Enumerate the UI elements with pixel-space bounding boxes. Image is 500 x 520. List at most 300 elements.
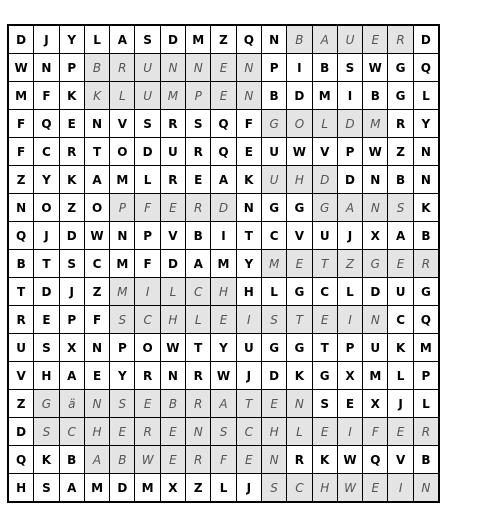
grid-cell[interactable]: L: [413, 390, 439, 418]
grid-row: [8, 278, 439, 306]
grid-cell[interactable]: R: [135, 362, 160, 390]
grid-cell[interactable]: I: [388, 474, 413, 503]
grid-cell[interactable]: I: [236, 306, 261, 334]
grid-cell[interactable]: N: [413, 138, 439, 166]
grid-cell[interactable]: P: [413, 362, 439, 390]
grid-cell[interactable]: X: [363, 222, 388, 250]
grid-cell[interactable]: R: [160, 110, 185, 138]
grid-cell[interactable]: U: [135, 82, 160, 110]
grid-cell[interactable]: K: [388, 334, 413, 362]
grid-cell[interactable]: N: [84, 110, 109, 138]
grid-cell[interactable]: C: [287, 474, 312, 503]
grid-cell[interactable]: U: [160, 138, 185, 166]
grid-cell[interactable]: E: [160, 446, 185, 474]
grid-cell[interactable]: W: [160, 334, 185, 362]
grid-cell[interactable]: N: [363, 166, 388, 194]
grid-cell[interactable]: K: [413, 194, 439, 222]
grid-cell[interactable]: E: [160, 194, 185, 222]
grid-cell[interactable]: Q: [8, 446, 34, 474]
grid-cell[interactable]: R: [413, 418, 439, 446]
grid-cell[interactable]: W: [135, 446, 160, 474]
grid-cell[interactable]: B: [110, 446, 135, 474]
grid-cell[interactable]: A: [84, 166, 109, 194]
grid-cell[interactable]: Z: [388, 138, 413, 166]
grid-cell[interactable]: N: [236, 82, 261, 110]
grid-cell[interactable]: E: [236, 446, 261, 474]
grid-cell[interactable]: Y: [236, 250, 261, 278]
grid-cell[interactable]: N: [236, 54, 261, 82]
grid-cell[interactable]: D: [8, 418, 34, 446]
grid-cell[interactable]: C: [312, 278, 337, 306]
grid-cell[interactable]: E: [261, 390, 286, 418]
grid-cell[interactable]: Z: [337, 250, 362, 278]
grid-cell[interactable]: V: [388, 446, 413, 474]
grid-cell[interactable]: M: [363, 362, 388, 390]
grid-cell[interactable]: N: [160, 362, 185, 390]
grid-cell[interactable]: M: [110, 166, 135, 194]
grid-cell[interactable]: G: [388, 82, 413, 110]
grid-cell[interactable]: A: [337, 194, 362, 222]
grid-cell[interactable]: R: [186, 446, 211, 474]
grid-cell[interactable]: D: [135, 138, 160, 166]
grid-cell[interactable]: E: [388, 250, 413, 278]
grid-cell[interactable]: P: [59, 306, 84, 334]
grid-cell[interactable]: E: [110, 418, 135, 446]
grid-cell[interactable]: N: [413, 166, 439, 194]
grid-cell[interactable]: Y: [59, 25, 84, 54]
grid-cell[interactable]: X: [337, 362, 362, 390]
grid-cell[interactable]: F: [236, 110, 261, 138]
grid-cell[interactable]: S: [312, 390, 337, 418]
grid-cell[interactable]: K: [59, 82, 84, 110]
grid-cell[interactable]: C: [135, 306, 160, 334]
grid-cell[interactable]: R: [110, 54, 135, 82]
grid-cell[interactable]: Y: [413, 110, 439, 138]
grid-cell[interactable]: S: [34, 418, 59, 446]
grid-cell[interactable]: F: [211, 446, 236, 474]
grid-cell[interactable]: C: [261, 222, 286, 250]
grid-cell[interactable]: F: [8, 138, 34, 166]
grid-cell[interactable]: K: [84, 82, 109, 110]
grid-cell[interactable]: R: [186, 138, 211, 166]
grid-cell[interactable]: T: [312, 250, 337, 278]
grid-cell[interactable]: M: [135, 474, 160, 503]
grid-cell[interactable]: A: [84, 446, 109, 474]
grid-cell[interactable]: B: [8, 250, 34, 278]
grid-cell[interactable]: G: [312, 194, 337, 222]
grid-cell[interactable]: ä: [59, 390, 84, 418]
grid-cell[interactable]: B: [261, 82, 286, 110]
grid-cell[interactable]: T: [312, 334, 337, 362]
grid-cell[interactable]: G: [363, 250, 388, 278]
grid-cell[interactable]: L: [135, 166, 160, 194]
grid-cell[interactable]: D: [287, 82, 312, 110]
grid-cell[interactable]: S: [388, 194, 413, 222]
grid-cell[interactable]: J: [236, 362, 261, 390]
grid-cell[interactable]: Q: [211, 138, 236, 166]
grid-cell[interactable]: M: [84, 474, 109, 503]
grid-cell[interactable]: A: [186, 250, 211, 278]
grid-cell[interactable]: Y: [110, 362, 135, 390]
grid-cell[interactable]: A: [211, 390, 236, 418]
grid-cell[interactable]: M: [211, 250, 236, 278]
grid-cell[interactable]: J: [59, 278, 84, 306]
grid-row: [8, 446, 439, 474]
grid-cell[interactable]: D: [160, 250, 185, 278]
grid-cell[interactable]: L: [110, 82, 135, 110]
grid-cell[interactable]: U: [135, 54, 160, 82]
grid-cell[interactable]: M: [363, 110, 388, 138]
grid-cell[interactable]: Q: [8, 222, 34, 250]
grid-cell[interactable]: U: [8, 334, 34, 362]
grid-cell[interactable]: F: [34, 82, 59, 110]
grid-cell[interactable]: E: [84, 362, 109, 390]
grid-cell[interactable]: V: [160, 222, 185, 250]
grid-cell[interactable]: B: [84, 54, 109, 82]
grid-cell[interactable]: J: [34, 25, 59, 54]
grid-cell[interactable]: S: [211, 418, 236, 446]
grid-cell[interactable]: H: [287, 166, 312, 194]
grid-cell[interactable]: S: [135, 25, 160, 54]
grid-cell[interactable]: U: [337, 25, 362, 54]
grid-cell[interactable]: M: [312, 82, 337, 110]
grid-cell[interactable]: V: [312, 138, 337, 166]
grid-cell[interactable]: E: [312, 306, 337, 334]
grid-cell[interactable]: N: [110, 222, 135, 250]
grid-cell[interactable]: N: [84, 334, 109, 362]
grid-cell[interactable]: L: [388, 362, 413, 390]
grid-cell[interactable]: L: [261, 278, 286, 306]
grid-cell[interactable]: Z: [84, 278, 109, 306]
grid-cell[interactable]: T: [84, 138, 109, 166]
grid-cell[interactable]: E: [211, 54, 236, 82]
grid-row: [8, 390, 439, 418]
grid-cell[interactable]: H: [8, 474, 34, 503]
grid-cell[interactable]: F: [363, 418, 388, 446]
grid-cell[interactable]: O: [135, 334, 160, 362]
grid-row: [8, 82, 439, 110]
grid-cell[interactable]: L: [312, 110, 337, 138]
grid-cell[interactable]: C: [34, 138, 59, 166]
grid-cell[interactable]: E: [236, 138, 261, 166]
grid-cell[interactable]: E: [312, 418, 337, 446]
grid-cell[interactable]: W: [363, 54, 388, 82]
grid-cell[interactable]: G: [287, 334, 312, 362]
grid-cell[interactable]: K: [236, 166, 261, 194]
grid-cell[interactable]: E: [34, 306, 59, 334]
grid-cell[interactable]: C: [186, 278, 211, 306]
grid-cell[interactable]: T: [186, 334, 211, 362]
grid-cell[interactable]: P: [337, 138, 362, 166]
grid-cell[interactable]: U: [388, 278, 413, 306]
grid-cell[interactable]: P: [337, 334, 362, 362]
grid-cell[interactable]: K: [312, 446, 337, 474]
grid-cell[interactable]: G: [261, 194, 286, 222]
grid-cell[interactable]: X: [363, 390, 388, 418]
grid-cell[interactable]: S: [261, 306, 286, 334]
grid-cell[interactable]: Z: [59, 194, 84, 222]
grid-cell[interactable]: R: [186, 390, 211, 418]
grid-cell[interactable]: E: [363, 474, 388, 503]
grid-cell[interactable]: H: [84, 418, 109, 446]
grid-cell[interactable]: F: [135, 250, 160, 278]
grid-cell[interactable]: A: [59, 362, 84, 390]
grid-cell[interactable]: B: [186, 222, 211, 250]
grid-cell[interactable]: A: [110, 25, 135, 54]
grid-cell[interactable]: R: [186, 194, 211, 222]
grid-cell[interactable]: N: [160, 54, 185, 82]
grid-cell[interactable]: S: [34, 474, 59, 503]
grid-cell[interactable]: J: [337, 222, 362, 250]
grid-cell[interactable]: B: [388, 166, 413, 194]
grid-cell[interactable]: G: [287, 194, 312, 222]
grid-cell[interactable]: E: [211, 306, 236, 334]
grid-cell[interactable]: X: [160, 474, 185, 503]
grid-cell[interactable]: S: [186, 110, 211, 138]
grid-cell[interactable]: W: [287, 138, 312, 166]
grid-cell[interactable]: E: [186, 166, 211, 194]
grid-cell[interactable]: N: [8, 194, 34, 222]
grid-cell[interactable]: D: [34, 278, 59, 306]
grid-cell[interactable]: B: [160, 390, 185, 418]
grid-cell[interactable]: W: [211, 362, 236, 390]
grid-cell[interactable]: W: [363, 138, 388, 166]
grid-row: [8, 54, 439, 82]
grid-cell[interactable]: G: [34, 390, 59, 418]
grid-cell[interactable]: D: [211, 194, 236, 222]
grid-cell[interactable]: N: [413, 474, 439, 503]
grid-cell[interactable]: T: [236, 390, 261, 418]
grid-cell[interactable]: P: [186, 82, 211, 110]
grid-cell[interactable]: W: [84, 222, 109, 250]
grid-cell[interactable]: Q: [413, 54, 439, 82]
grid-cell[interactable]: S: [110, 390, 135, 418]
grid-cell[interactable]: R: [186, 362, 211, 390]
grid-cell[interactable]: L: [337, 278, 362, 306]
grid-cell[interactable]: R: [8, 306, 34, 334]
grid-cell[interactable]: I: [337, 306, 362, 334]
grid-row: [8, 474, 439, 503]
grid-cell[interactable]: F: [8, 110, 34, 138]
grid-cell[interactable]: I: [337, 418, 362, 446]
grid-cell[interactable]: H: [34, 362, 59, 390]
grid-cell[interactable]: G: [261, 110, 286, 138]
grid-cell[interactable]: X: [59, 334, 84, 362]
grid-cell[interactable]: E: [337, 390, 362, 418]
grid-cell[interactable]: H: [261, 418, 286, 446]
grid-cell[interactable]: S: [261, 474, 286, 503]
grid-cell[interactable]: Z: [8, 390, 34, 418]
grid-cell[interactable]: F: [135, 194, 160, 222]
grid-cell[interactable]: M: [186, 25, 211, 54]
grid-cell[interactable]: D: [59, 222, 84, 250]
grid-cell[interactable]: P: [110, 194, 135, 222]
grid-cell[interactable]: S: [135, 110, 160, 138]
grid-cell[interactable]: B: [413, 222, 439, 250]
grid-row: [8, 25, 439, 54]
grid-cell[interactable]: Q: [211, 110, 236, 138]
grid-cell[interactable]: J: [236, 474, 261, 503]
grid-cell[interactable]: R: [59, 138, 84, 166]
grid-cell[interactable]: H: [160, 306, 185, 334]
grid-cell[interactable]: C: [388, 306, 413, 334]
grid-cell[interactable]: E: [388, 418, 413, 446]
grid-cell[interactable]: K: [34, 446, 59, 474]
grid-cell[interactable]: Y: [211, 334, 236, 362]
grid-cell[interactable]: O: [34, 194, 59, 222]
grid-cell[interactable]: N: [34, 54, 59, 82]
grid-cell[interactable]: G: [413, 278, 439, 306]
grid-cell[interactable]: Y: [34, 166, 59, 194]
grid-cell[interactable]: B: [287, 25, 312, 54]
grid-cell[interactable]: S: [59, 250, 84, 278]
grid-cell[interactable]: E: [59, 110, 84, 138]
grid-cell[interactable]: R: [135, 418, 160, 446]
grid-cell[interactable]: I: [135, 278, 160, 306]
grid-cell[interactable]: M: [110, 250, 135, 278]
grid-cell[interactable]: G: [388, 54, 413, 82]
grid-cell[interactable]: O: [84, 194, 109, 222]
grid-cell[interactable]: U: [236, 334, 261, 362]
grid-cell[interactable]: U: [312, 222, 337, 250]
grid-cell[interactable]: I: [337, 82, 362, 110]
grid-cell[interactable]: T: [287, 306, 312, 334]
grid-cell[interactable]: W: [8, 54, 34, 82]
grid-cell[interactable]: L: [84, 25, 109, 54]
grid-cell[interactable]: A: [388, 222, 413, 250]
grid-cell[interactable]: B: [312, 54, 337, 82]
grid-cell[interactable]: C: [84, 250, 109, 278]
grid-cell[interactable]: S: [337, 54, 362, 82]
grid-cell[interactable]: G: [312, 362, 337, 390]
grid-cell[interactable]: Q: [34, 110, 59, 138]
grid-cell[interactable]: U: [261, 166, 286, 194]
grid-row: [8, 362, 439, 390]
grid-cell[interactable]: N: [84, 390, 109, 418]
grid-cell[interactable]: R: [388, 25, 413, 54]
grid-cell[interactable]: J: [388, 390, 413, 418]
grid-cell[interactable]: C: [59, 418, 84, 446]
grid-cell[interactable]: E: [287, 250, 312, 278]
grid-cell[interactable]: M: [110, 278, 135, 306]
grid-cell[interactable]: Z: [211, 25, 236, 54]
grid-cell[interactable]: P: [135, 222, 160, 250]
grid-cell[interactable]: V: [8, 362, 34, 390]
grid-cell[interactable]: L: [287, 418, 312, 446]
grid-cell[interactable]: B: [59, 446, 84, 474]
grid-cell[interactable]: R: [413, 250, 439, 278]
grid-cell[interactable]: E: [135, 390, 160, 418]
grid-cell[interactable]: U: [261, 138, 286, 166]
grid-cell[interactable]: D: [312, 166, 337, 194]
grid-cell[interactable]: R: [287, 446, 312, 474]
grid-cell[interactable]: Z: [8, 166, 34, 194]
grid-row: [8, 250, 439, 278]
grid-cell[interactable]: M: [413, 334, 439, 362]
grid-cell[interactable]: N: [186, 54, 211, 82]
grid-cell[interactable]: Q: [236, 25, 261, 54]
grid-cell[interactable]: N: [363, 194, 388, 222]
grid-cell[interactable]: W: [337, 446, 362, 474]
grid-cell[interactable]: G: [287, 278, 312, 306]
grid-cell[interactable]: N: [287, 390, 312, 418]
grid-cell[interactable]: L: [211, 474, 236, 503]
grid-cell[interactable]: D: [261, 362, 286, 390]
grid-cell[interactable]: P: [110, 334, 135, 362]
grid-cell[interactable]: Q: [363, 446, 388, 474]
grid-cell[interactable]: A: [211, 166, 236, 194]
grid-cell[interactable]: A: [59, 474, 84, 503]
grid-cell[interactable]: Q: [413, 306, 439, 334]
grid-cell[interactable]: O: [110, 138, 135, 166]
grid-cell[interactable]: B: [363, 82, 388, 110]
grid-cell[interactable]: W: [337, 474, 362, 503]
grid-cell[interactable]: R: [388, 110, 413, 138]
grid-cell[interactable]: L: [160, 278, 185, 306]
grid-cell[interactable]: G: [261, 334, 286, 362]
grid-cell[interactable]: V: [110, 110, 135, 138]
grid-cell[interactable]: D: [363, 278, 388, 306]
grid-cell[interactable]: L: [186, 306, 211, 334]
grid-cell[interactable]: E: [160, 418, 185, 446]
grid-cell[interactable]: D: [110, 474, 135, 503]
grid-cell[interactable]: H: [312, 474, 337, 503]
grid-cell[interactable]: U: [363, 334, 388, 362]
grid-cell[interactable]: B: [413, 446, 439, 474]
grid-cell[interactable]: I: [287, 54, 312, 82]
grid-cell[interactable]: P: [261, 54, 286, 82]
grid-cell[interactable]: O: [287, 110, 312, 138]
grid-cell[interactable]: D: [160, 25, 185, 54]
grid-cell[interactable]: H: [211, 278, 236, 306]
grid-cell[interactable]: N: [363, 306, 388, 334]
grid-cell[interactable]: C: [236, 418, 261, 446]
grid-cell[interactable]: M: [8, 82, 34, 110]
grid-cell[interactable]: L: [413, 82, 439, 110]
grid-cell[interactable]: T: [8, 278, 34, 306]
grid-cell[interactable]: D: [337, 110, 362, 138]
grid-cell[interactable]: M: [261, 250, 286, 278]
grid-row: [8, 306, 439, 334]
grid-cell[interactable]: E: [211, 82, 236, 110]
grid-cell[interactable]: P: [59, 54, 84, 82]
grid-cell[interactable]: R: [160, 166, 185, 194]
grid-cell[interactable]: F: [84, 306, 109, 334]
grid-cell[interactable]: D: [337, 166, 362, 194]
grid-cell[interactable]: N: [236, 194, 261, 222]
grid-cell[interactable]: Z: [186, 474, 211, 503]
grid-cell[interactable]: K: [59, 166, 84, 194]
grid-cell[interactable]: I: [211, 222, 236, 250]
grid-cell[interactable]: D: [8, 25, 34, 54]
grid-cell[interactable]: N: [261, 25, 286, 54]
grid-cell[interactable]: J: [34, 222, 59, 250]
grid-cell[interactable]: A: [312, 25, 337, 54]
grid-cell[interactable]: H: [236, 278, 261, 306]
grid-cell[interactable]: M: [160, 82, 185, 110]
grid-cell[interactable]: T: [34, 250, 59, 278]
grid-cell[interactable]: S: [34, 334, 59, 362]
grid-row: [8, 166, 439, 194]
grid-cell[interactable]: N: [261, 446, 286, 474]
grid-cell[interactable]: K: [287, 362, 312, 390]
grid-cell[interactable]: S: [110, 306, 135, 334]
grid-cell[interactable]: E: [363, 25, 388, 54]
grid-cell[interactable]: D: [413, 25, 439, 54]
grid-cell[interactable]: T: [236, 222, 261, 250]
grid-cell[interactable]: V: [287, 222, 312, 250]
grid-cell[interactable]: N: [186, 418, 211, 446]
